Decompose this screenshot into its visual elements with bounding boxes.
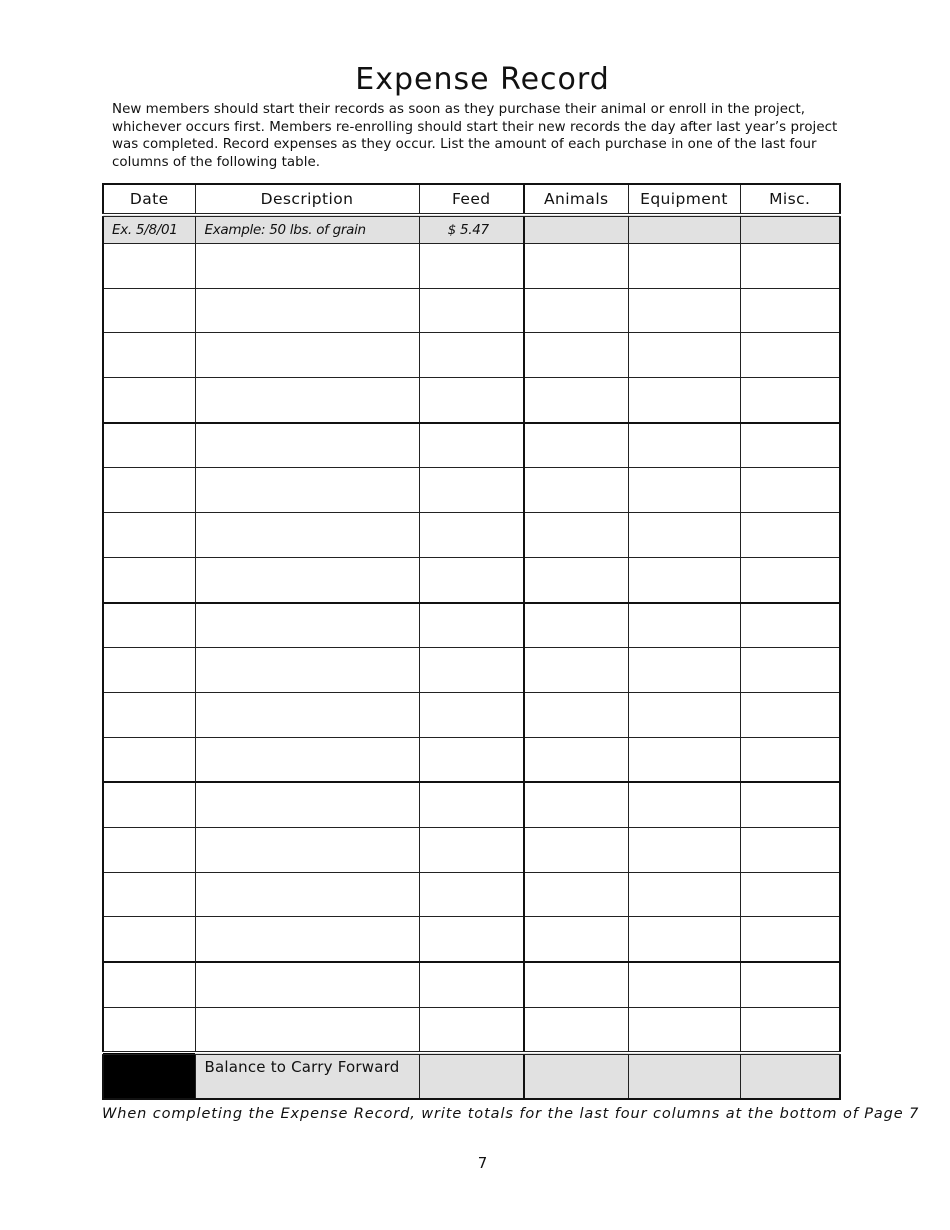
balance-equipment-cell[interactable] [628, 1053, 740, 1099]
entry-row [103, 872, 840, 917]
entry-date-cell[interactable] [103, 468, 195, 513]
entry-row [103, 378, 840, 423]
entry-feed-cell[interactable] [419, 333, 524, 378]
entry-feed-cell[interactable] [419, 288, 524, 333]
entry-animals-cell[interactable] [524, 557, 628, 602]
entry-equipment-cell[interactable] [628, 333, 740, 378]
entry-misc-cell[interactable] [740, 917, 840, 962]
entry-equipment-cell[interactable] [628, 737, 740, 782]
entry-equipment-cell[interactable] [628, 423, 740, 468]
entry-feed-cell[interactable] [419, 423, 524, 468]
entry-description-cell[interactable] [195, 737, 419, 782]
entry-row [103, 468, 840, 513]
entry-row [103, 557, 840, 602]
entry-animals-cell[interactable] [524, 333, 628, 378]
entry-misc-cell[interactable] [740, 603, 840, 648]
entry-date-cell[interactable] [103, 378, 195, 423]
entry-row [103, 737, 840, 782]
entry-row [103, 782, 840, 827]
entry-equipment-cell[interactable] [628, 692, 740, 737]
column-header-equipment: Equipment [628, 184, 740, 215]
entry-animals-cell[interactable] [524, 1007, 628, 1053]
entry-misc-cell[interactable] [740, 557, 840, 602]
entry-misc-cell[interactable] [740, 1007, 840, 1053]
header-row [103, 184, 840, 215]
entry-description-cell[interactable] [195, 513, 419, 558]
entry-description-cell[interactable] [195, 872, 419, 917]
example-misc [740, 215, 840, 244]
entry-animals-cell[interactable] [524, 827, 628, 872]
entry-equipment-cell[interactable] [628, 917, 740, 962]
balance-label: Balance to Carry Forward [195, 1053, 419, 1099]
example-date: Ex. 5/8/01 [103, 215, 195, 244]
balance-misc-cell[interactable] [740, 1053, 840, 1099]
entry-animals-cell[interactable] [524, 288, 628, 333]
example-description: Example: 50 lbs. of grain [195, 215, 419, 244]
entry-feed-cell[interactable] [419, 557, 524, 602]
entry-equipment-cell[interactable] [628, 782, 740, 827]
balance-feed-cell[interactable] [419, 1053, 524, 1099]
column-header-feed: Feed [419, 184, 524, 215]
entry-feed-cell[interactable] [419, 468, 524, 513]
entry-misc-cell[interactable] [740, 737, 840, 782]
entry-misc-cell[interactable] [740, 513, 840, 558]
entry-date-cell[interactable] [103, 423, 195, 468]
entry-date-cell[interactable] [103, 513, 195, 558]
entry-description-cell[interactable] [195, 648, 419, 693]
entry-feed-cell[interactable] [419, 962, 524, 1007]
entry-feed-cell[interactable] [419, 872, 524, 917]
entry-misc-cell[interactable] [740, 468, 840, 513]
entry-animals-cell[interactable] [524, 513, 628, 558]
entry-description-cell[interactable] [195, 962, 419, 1007]
entry-animals-cell[interactable] [524, 692, 628, 737]
example-equipment [628, 215, 740, 244]
entry-misc-cell[interactable] [740, 378, 840, 423]
entry-description-cell[interactable] [195, 288, 419, 333]
entry-date-cell[interactable] [103, 603, 195, 648]
entry-description-cell[interactable] [195, 244, 419, 289]
entry-equipment-cell[interactable] [628, 468, 740, 513]
entry-row [103, 962, 840, 1007]
entry-equipment-cell[interactable] [628, 827, 740, 872]
entry-date-cell[interactable] [103, 288, 195, 333]
entry-equipment-cell[interactable] [628, 603, 740, 648]
entry-misc-cell[interactable] [740, 333, 840, 378]
entry-misc-cell[interactable] [740, 872, 840, 917]
entry-misc-cell[interactable] [740, 827, 840, 872]
page-number: 7 [477, 1154, 488, 1172]
entry-feed-cell[interactable] [419, 648, 524, 693]
entry-feed-cell[interactable] [419, 244, 524, 289]
entry-animals-cell[interactable] [524, 244, 628, 289]
entry-description-cell[interactable] [195, 827, 419, 872]
entry-equipment-cell[interactable] [628, 557, 740, 602]
entry-animals-cell[interactable] [524, 962, 628, 1007]
entry-description-cell[interactable] [195, 692, 419, 737]
entry-date-cell[interactable] [103, 872, 195, 917]
entry-feed-cell[interactable] [419, 513, 524, 558]
entry-feed-cell[interactable] [419, 692, 524, 737]
expense-table [102, 183, 841, 1100]
entry-equipment-cell[interactable] [628, 378, 740, 423]
entry-description-cell[interactable] [195, 423, 419, 468]
entry-feed-cell[interactable] [419, 378, 524, 423]
column-header-description: Description [195, 184, 419, 215]
entry-animals-cell[interactable] [524, 782, 628, 827]
entry-date-cell[interactable] [103, 917, 195, 962]
column-header-date: Date [103, 184, 195, 215]
entry-equipment-cell[interactable] [628, 872, 740, 917]
balance-black-cell [103, 1053, 195, 1099]
entry-row [103, 648, 840, 693]
entry-misc-cell[interactable] [740, 692, 840, 737]
entry-row [103, 1007, 840, 1053]
entry-feed-cell[interactable] [419, 737, 524, 782]
entry-description-cell[interactable] [195, 468, 419, 513]
entry-row [103, 513, 840, 558]
entry-equipment-cell[interactable] [628, 962, 740, 1007]
entry-row [103, 333, 840, 378]
entry-feed-cell[interactable] [419, 782, 524, 827]
entry-row [103, 917, 840, 962]
entry-animals-cell[interactable] [524, 737, 628, 782]
entry-date-cell[interactable] [103, 737, 195, 782]
entry-animals-cell[interactable] [524, 648, 628, 693]
example-animals [524, 215, 628, 244]
entry-animals-cell[interactable] [524, 378, 628, 423]
entry-misc-cell[interactable] [740, 962, 840, 1007]
entry-description-cell[interactable] [195, 1007, 419, 1053]
entry-date-cell[interactable] [103, 557, 195, 602]
entry-description-cell[interactable] [195, 603, 419, 648]
entry-animals-cell[interactable] [524, 468, 628, 513]
balance-row [103, 1053, 840, 1099]
entry-description-cell[interactable] [195, 557, 419, 602]
entry-date-cell[interactable] [103, 648, 195, 693]
entry-feed-cell[interactable] [419, 917, 524, 962]
footnote: When completing the Expense Record, write totals for the last four columns at the bottom of Page 7 [102, 1106, 920, 1122]
entry-row [103, 603, 840, 648]
entry-description-cell[interactable] [195, 378, 419, 423]
entry-animals-cell[interactable] [524, 917, 628, 962]
entry-description-cell[interactable] [195, 782, 419, 827]
entry-date-cell[interactable] [103, 333, 195, 378]
entry-description-cell[interactable] [195, 917, 419, 962]
entry-animals-cell[interactable] [524, 872, 628, 917]
column-header-animals: Animals [524, 184, 628, 215]
entry-date-cell[interactable] [103, 1007, 195, 1053]
page-title: Expense Record [355, 62, 610, 97]
entry-date-cell[interactable] [103, 244, 195, 289]
entry-misc-cell[interactable] [740, 782, 840, 827]
entry-feed-cell[interactable] [419, 1007, 524, 1053]
entry-date-cell[interactable] [103, 692, 195, 737]
entry-row [103, 827, 840, 872]
entry-row [103, 244, 840, 289]
entry-description-cell[interactable] [195, 333, 419, 378]
entry-feed-cell[interactable] [419, 603, 524, 648]
entry-row [103, 288, 840, 333]
entry-misc-cell[interactable] [740, 648, 840, 693]
entry-animals-cell[interactable] [524, 423, 628, 468]
entry-date-cell[interactable] [103, 827, 195, 872]
example-feed: $ 5.47 [419, 215, 524, 244]
entry-misc-cell[interactable] [740, 288, 840, 333]
entry-animals-cell[interactable] [524, 603, 628, 648]
entry-equipment-cell[interactable] [628, 244, 740, 289]
entry-equipment-cell[interactable] [628, 648, 740, 693]
entry-equipment-cell[interactable] [628, 513, 740, 558]
column-header-misc: Misc. [740, 184, 840, 215]
balance-animals-cell[interactable] [524, 1053, 628, 1099]
instructions-paragraph: New members should start their records as soon as they purchase their animal or enroll in the project, whichever occurs first. Members re-enrolling should start their new records the day after last year’s project was completed. Record expenses as they occur. List the amount of each purchase in one of the last four columns of the following table. [112, 102, 838, 171]
entry-row [103, 692, 840, 737]
entry-equipment-cell[interactable] [628, 288, 740, 333]
example-row [103, 215, 840, 244]
entry-date-cell[interactable] [103, 962, 195, 1007]
entry-misc-cell[interactable] [740, 244, 840, 289]
entry-feed-cell[interactable] [419, 827, 524, 872]
entry-equipment-cell[interactable] [628, 1007, 740, 1053]
entry-date-cell[interactable] [103, 782, 195, 827]
entry-row [103, 423, 840, 468]
entry-misc-cell[interactable] [740, 423, 840, 468]
